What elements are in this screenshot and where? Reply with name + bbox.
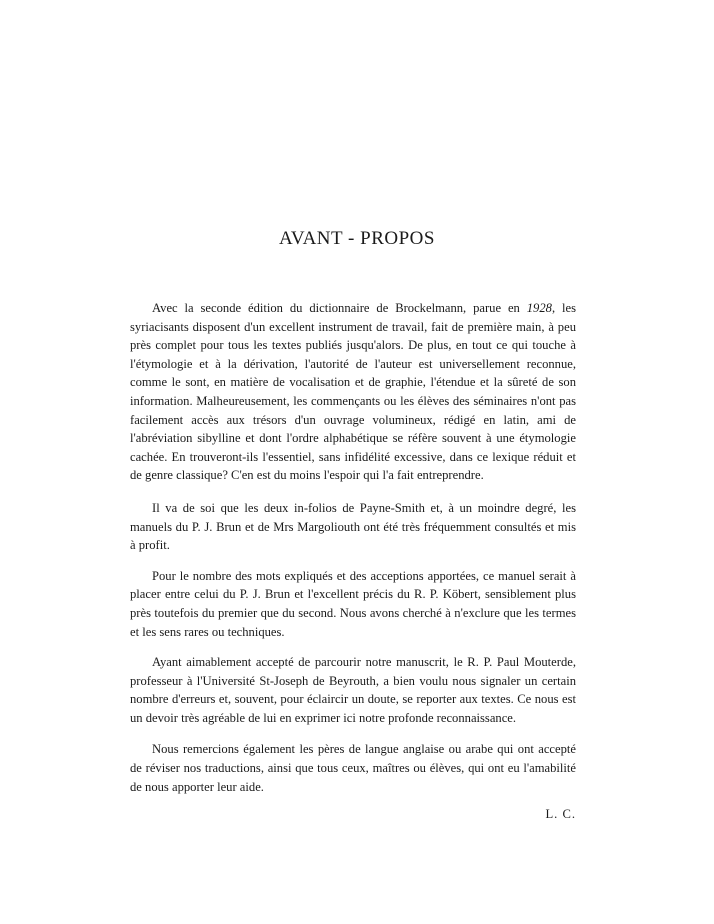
paragraph-2: Il va de soi que les deux in-folios de Payne-Smith et, à un moindre degré, les manuels du P. J. Brun et de Mrs Margoliouth ont été très fréquemment consultés et mis à profit. [130,500,576,553]
paragraph-5: Nous remercions également les pères de langue anglaise ou arabe qui ont accepté de réviser nos traductions, ainsi que tous ceux, maîtres ou élèves, qui ont eu l'amabilité de nous apporter leur aide. [130,742,576,794]
paragraph-4: Ayant aimablement accepté de parcourir notre manuscrit, le R. P. Paul Mouterde, professeur à l'Université St-Joseph de Beyrouth, a bien voulu nous signaler un certain nombre d'erreurs et, souvent, pour éclaircir un doute, se reporter aux textes. Ce nous est un devoir très agréable de lui en exprimer ici notre profonde reconnaissance. [130,655,576,725]
body-text [130,299,576,808]
page-title: AVANT - PROPOS [279,228,435,249]
year-emphasis: 1928 [526,301,552,315]
signature: L. C. [545,807,576,821]
paragraph-1: Avec la seconde édition du dictionnaire de Brockelmann, parue en 1928, les syriacisants disposent d'un excellent instrument de travail, fait de première main, à peu près complet pour tous les textes publiés jusqu'alors. De plus, en tout ce qui touche à l'étymologie et à la dérivation, l'autorité de l'auteur est universellement reconnue, comme le sont, en matière de vocalisation et de graphie, l'étendue et la sûreté de son information. Malheureusement, les commençants ou les élèves des séminaires n'ont pas facilement accès aux trésors d'un ouvrage volumineux, rédigé en latin, ami de l'abréviation sibylline et dont l'ordre alphabétique se réfère souvent à une étymologie cachée. En trouveront-ils l'essentiel, sans infidélité excessive, dans ce lexique réduit et de genre classique? C'en est du moins l'espoir qui l'a fait entreprendre. [130,301,576,483]
paragraph-3: Pour le nombre des mots expliqués et des acceptions apportées, ce manuel serait à placer entre celui du P. J. Brun et l'excellent précis du R. P. Köbert, sensiblement plus près toutefois du premier que du second. Nous avons cherché à n'exclure que les termes et les sens rares ou techniques. [130,568,576,639]
